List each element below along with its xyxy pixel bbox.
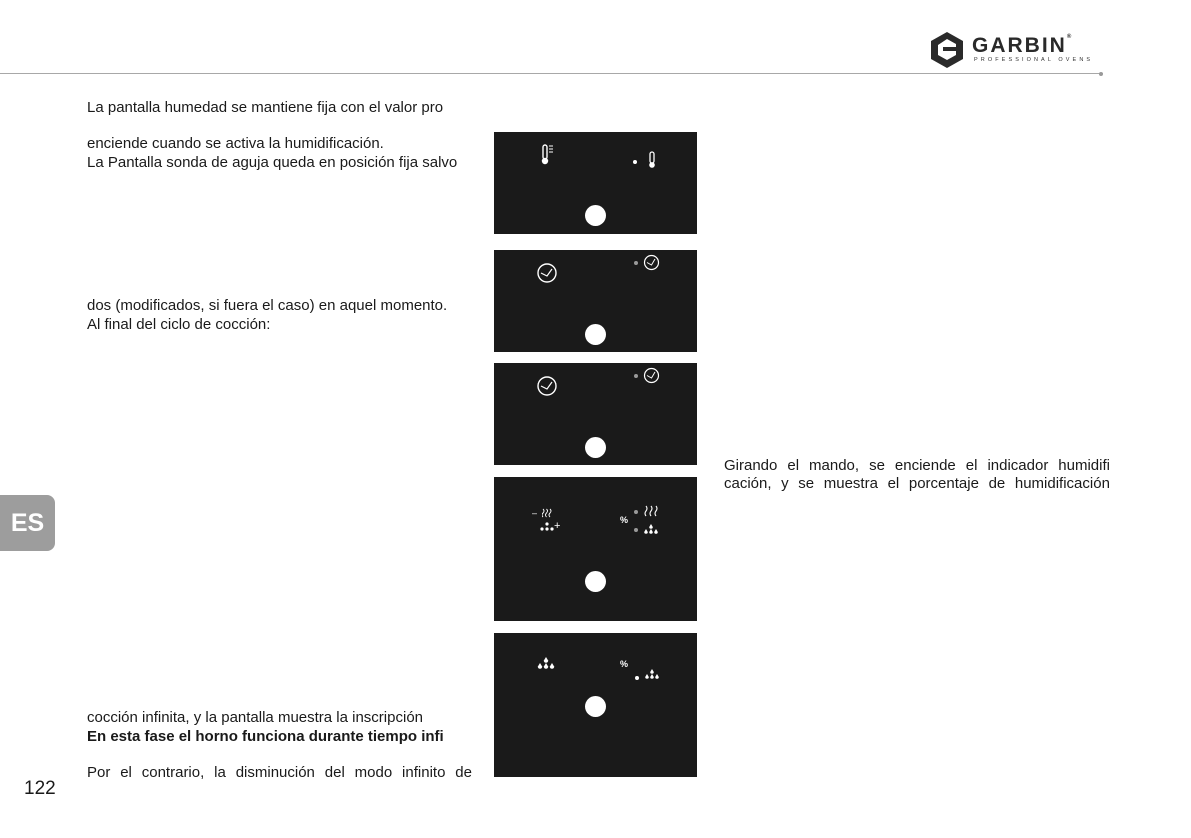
core-probe-thermometer-icon: [539, 143, 555, 167]
control-knob[interactable]: [585, 324, 606, 345]
control-knob[interactable]: [585, 437, 606, 458]
thermometer-icon: [647, 151, 657, 169]
steam-icon: [644, 505, 658, 518]
oven-display-panel-timer: [494, 250, 697, 352]
water-drops-small-icon: [540, 522, 554, 531]
brand-tagline: PROFESSIONAL OVENS: [974, 57, 1094, 63]
text-line-justified: cación, y se muestra el porcentaje de humidificación: [724, 475, 1110, 492]
text-line-justified: Por el contrario, la disminución del modo infinito de: [87, 764, 472, 781]
text-line: La pantalla humedad se mantiene fija con el valor pro: [87, 99, 444, 116]
garbin-logo: [928, 30, 1108, 70]
text-line: cocción infinita, y la pantalla muestra la inscripción: [87, 709, 423, 726]
text-line-justified: Girando el mando, se enciende el indicador humidifi: [724, 457, 1110, 474]
text-line: enciende cuando se activa la humidificación.: [87, 135, 384, 152]
clock-small-icon: [643, 367, 660, 384]
indicator-dot: [634, 374, 638, 378]
oven-display-panel-timer: [494, 363, 697, 465]
indicator-dot: [634, 261, 638, 265]
brand-name: GARBIN®: [972, 34, 1074, 57]
indicator-dot: [634, 510, 638, 514]
percent-sign: %: [620, 659, 629, 669]
page-number: 122: [24, 778, 56, 799]
minus-sign: –: [532, 508, 538, 518]
water-drops-icon: [643, 524, 659, 535]
plus-sign: +: [554, 520, 561, 532]
control-knob[interactable]: [585, 696, 606, 717]
garbin-logo-mark-icon: [928, 30, 966, 68]
oven-display-panel-temperature: [494, 132, 697, 234]
control-knob[interactable]: [585, 571, 606, 592]
language-tab[interactable]: ES: [0, 495, 55, 551]
water-drops-small-icon: [644, 669, 660, 680]
indicator-dot: [634, 528, 638, 532]
text-line: La Pantalla sonda de aguja queda en posición fija salvo: [87, 154, 458, 171]
clock-icon: [536, 262, 558, 284]
steam-small-icon: [542, 508, 552, 518]
header-divider-dot: [1099, 72, 1103, 76]
text-line-bold: En esta fase el horno funciona durante tiempo infi: [87, 728, 444, 745]
oven-display-panel-humidity-adjust: [494, 477, 697, 621]
header-divider: [0, 73, 1103, 74]
indicator-dot: [635, 676, 639, 680]
control-knob[interactable]: [585, 205, 606, 226]
text-line: Al final del ciclo de cocción:: [87, 316, 271, 333]
percent-sign: %: [620, 515, 629, 525]
indicator-dot: [633, 160, 637, 164]
oven-display-panel-humidity: [494, 633, 697, 777]
clock-icon: [536, 375, 558, 397]
water-drops-icon: [536, 657, 556, 671]
clock-small-icon: [643, 254, 660, 271]
text-line: dos (modificados, si fuera el caso) en aquel momento.: [87, 297, 448, 314]
